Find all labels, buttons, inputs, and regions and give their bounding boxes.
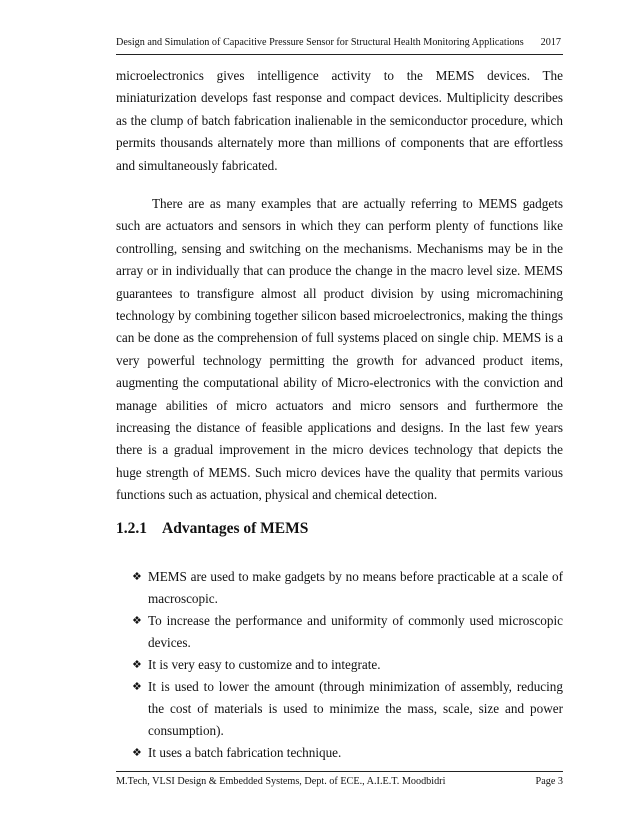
- diamond-flower-icon: ❖: [132, 680, 142, 693]
- section-title: Advantages of MEMS: [162, 520, 309, 537]
- list-item: [132, 742, 563, 764]
- diamond-flower-icon: ❖: [132, 570, 142, 583]
- header-title: Design and Simulation of Capacitive Pressure Sensor for Structural Health Monitoring Applications: [116, 37, 524, 48]
- section-heading: [116, 520, 308, 538]
- list-item-text: It is used to lower the amount (through minimization of assembly, reducing the cost of materials is used to minimize the mass, scale, size and power consumption).: [148, 679, 563, 738]
- diamond-flower-icon: ❖: [132, 658, 142, 671]
- diamond-flower-icon: ❖: [132, 614, 142, 627]
- page-number: Page 3: [535, 776, 563, 787]
- list-item: [132, 610, 563, 654]
- paragraph-1: microelectronics gives intelligence activity to the MEMS devices. The miniaturization develops fast response and compact devices. Multiplicity describes as the clump of batch fabrication inalienable in the semiconductor procedure, which permits thousands alternately more than millions of components that are effortless and simultaneously fabricated.: [116, 68, 563, 173]
- list-item-text: It uses a batch fabrication technique.: [148, 745, 342, 760]
- list-item-text: It is very easy to customize and to integrate.: [148, 657, 381, 672]
- list-item-text: To increase the performance and uniformity of commonly used microscopic devices.: [148, 613, 563, 650]
- page-footer: [116, 771, 563, 789]
- footer-institution: M.Tech, VLSI Design & Embedded Systems, Dept. of ECE., A.I.E.T. Moodbidri: [116, 776, 446, 787]
- list-item: [132, 676, 563, 742]
- advantages-list: [132, 566, 563, 764]
- paragraph-2: There are as many examples that are actually referring to MEMS gadgets such are actuators and sensors in which they can perform plenty of functions like controlling, sensing and switching on the mechanisms. Mechanisms may be in the array or in individually that can produce the change in the macro level size. MEMS guarantees to transfigure almost all product division by using micromachining technology by combining together silicon based microelectronics, making the things can be done as the comprehension of full systems placed on single chip. MEMS is a very powerful technology permitting the growth for advanced product items, augmenting the computational ability of Micro-electronics with the conviction and manage abilities of micro actuators and micro sensors and furthermore the increasing the distance of feasible applications and designs. In the last few years there is a gradual improvement in the micro devices technology that depicts the huge strength of MEMS. Such micro devices have the quality that permits various functions such as actuation, physical and chemical detection.: [116, 196, 563, 503]
- list-item: [132, 654, 563, 676]
- header-year: 2017: [540, 37, 561, 48]
- list-item-text: MEMS are used to make gadgets by no means before practicable at a scale of macroscopic.: [148, 569, 563, 606]
- list-item: [132, 566, 563, 610]
- section-number: 1.2.1: [116, 520, 147, 537]
- page-header: [116, 36, 563, 55]
- diamond-flower-icon: ❖: [132, 746, 142, 759]
